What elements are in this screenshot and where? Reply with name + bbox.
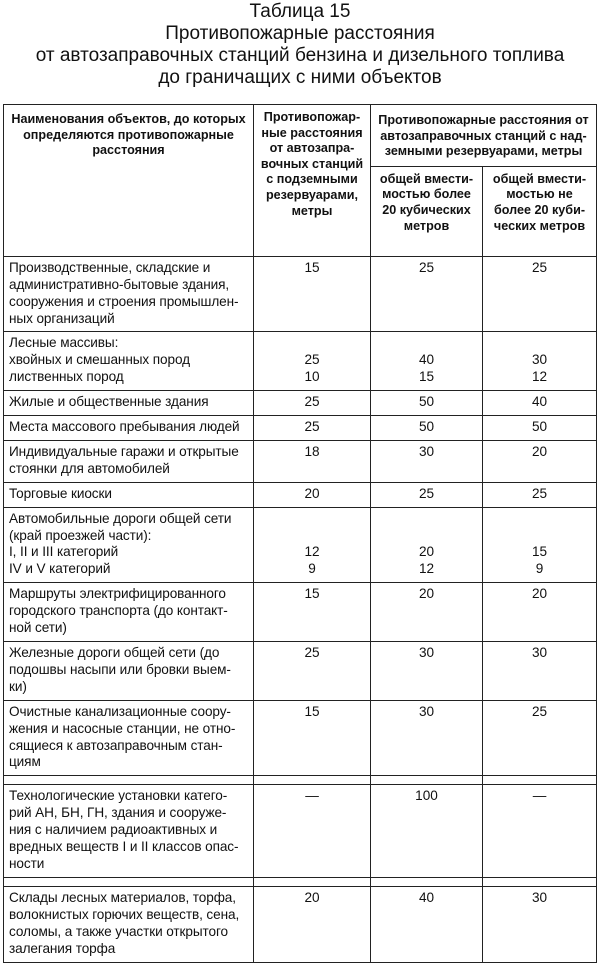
distance-cell-c1 [254, 416, 371, 441]
separator-cell [4, 776, 254, 785]
object-name-line: волокнистых горючих веществ, сена, [9, 906, 240, 922]
object-name-line: сооружения и строения промышлен- [9, 293, 239, 309]
object-name-line: Автомобильные дороги общей сети [9, 510, 232, 526]
distance-cell-c2 [371, 416, 483, 441]
header-aboveground: Противопожарные расстояния от автозаправочных станций с над- земными резервуарами, метры [371, 105, 597, 167]
distance-cell-c1 [254, 440, 371, 482]
object-name-line: Места массового пребывания людей [9, 419, 240, 435]
object-name-line: Маршруты электрифицированного [9, 586, 226, 602]
object-name-line: Очистные канализационные соору- [9, 703, 231, 719]
distance-value: 50 [418, 419, 435, 435]
object-name-line: залегания торфа [9, 940, 116, 956]
distance-value: 30 [531, 352, 548, 368]
object-name-line: стоянки для автомобилей [9, 460, 170, 476]
table-row [4, 507, 597, 583]
separator-cell [254, 877, 371, 886]
distance-value: 12 [531, 369, 548, 385]
distance-cell-c3 [483, 886, 597, 962]
object-name-line: Жилые и общественные здания [9, 394, 209, 410]
distance-value: 9 [535, 561, 544, 577]
object-name-cell [4, 482, 254, 507]
header-capacity-over-20: общей вмести- мостью более 20 кубических метров [371, 166, 483, 256]
object-name-cell [4, 886, 254, 962]
separator-cell [483, 877, 597, 886]
distance-cell-c3 [483, 583, 597, 642]
object-name-line: рий АН, БН, ГН, здания и сооруже- [9, 805, 227, 821]
object-name-line: ки) [9, 678, 27, 694]
object-name-cell [4, 440, 254, 482]
distance-cell-c2 [371, 785, 483, 878]
object-name-line: Железные дороги общей сети (до [9, 645, 220, 660]
separator-cell [371, 877, 483, 886]
table-title-line: от автозаправочных станций бензина и дизельного топлива [35, 45, 565, 66]
distance-value: 10 [304, 369, 320, 385]
distance-cell-c1 [254, 391, 371, 416]
object-name-cell [4, 416, 254, 441]
distance-cell-c1 [254, 700, 371, 776]
distance-value: 25 [304, 394, 320, 410]
table-row [4, 416, 597, 441]
distance-cell-c2 [371, 332, 483, 391]
separator-cell [483, 776, 597, 785]
object-name-line: подошвы насыпи или бровки выем- [9, 661, 231, 677]
table-caption [0, 0, 600, 89]
distance-value: 12 [418, 561, 435, 577]
table-row [4, 886, 597, 962]
distance-value: 18 [304, 443, 320, 459]
distance-cell-c1 [254, 886, 371, 962]
object-name-line: ной сети) [9, 620, 67, 636]
object-name-line: ных организаций [9, 310, 115, 326]
distance-value: — [305, 788, 319, 804]
header-capacity-upto-20: общей вмести- мостью не более 20 куби- ческих метров [483, 166, 597, 256]
row-separator [4, 877, 597, 886]
object-name-cell [4, 642, 254, 701]
distance-value: 25 [304, 645, 320, 660]
table-row [4, 785, 597, 878]
distance-value [485, 335, 594, 352]
object-name-cell [4, 700, 254, 776]
distance-cell-c1 [254, 507, 371, 583]
distance-value: 20 [418, 544, 435, 560]
distance-value [373, 335, 480, 352]
distance-value: 50 [418, 394, 435, 410]
distance-value: 20 [531, 443, 548, 459]
object-name-line: лиственных пород [9, 369, 124, 385]
object-name-line: городского транспорта (до контакт- [9, 603, 228, 619]
table-row [4, 391, 597, 416]
object-name-line: соломы, а также участки открытого [9, 923, 228, 939]
distance-value: 25 [531, 485, 548, 501]
separator-cell [4, 877, 254, 886]
distance-cell-c2 [371, 507, 483, 583]
distance-value: 100 [415, 788, 438, 804]
object-name-cell [4, 332, 254, 391]
distance-value: 40 [531, 394, 548, 410]
table-number: Таблица 15 [249, 1, 351, 22]
table-title-line: до граничащих с ними объектов [158, 67, 442, 88]
object-name-line: циям [9, 754, 41, 770]
distance-cell-c3 [483, 332, 597, 391]
distance-cell-c1 [254, 785, 371, 878]
distance-cell-c3 [483, 700, 597, 776]
table-row [4, 332, 597, 391]
header-underground: Противопожар- ные расстояния от автозапра- вочных станций с подземными резервуарами, метры [254, 105, 371, 257]
object-name-cell [4, 785, 254, 878]
distance-value: 12 [304, 544, 320, 560]
distance-value: 9 [308, 561, 316, 577]
distance-cell-c2 [371, 700, 483, 776]
object-name-cell [4, 507, 254, 583]
distance-value [485, 528, 594, 545]
distance-value: 20 [304, 485, 320, 501]
table-title-line: Противопожарные расстояния [165, 23, 435, 44]
distance-value: 25 [418, 485, 435, 501]
object-name-line: жения и насосные станции, не отно- [9, 720, 236, 736]
distance-value: 50 [531, 419, 548, 435]
object-name-line: IV и V категорий [9, 561, 111, 577]
distance-value: 15 [531, 544, 548, 560]
distance-cell-c3 [483, 507, 597, 583]
distance-cell-c2 [371, 256, 483, 332]
distance-value [256, 528, 368, 545]
distance-value [485, 511, 594, 528]
separator-cell [254, 776, 371, 785]
distance-value: 30 [418, 645, 435, 660]
distance-cell-c3 [483, 416, 597, 441]
object-name-line: I, II и III категорий [9, 544, 119, 560]
distance-value: 25 [531, 259, 548, 275]
table-body [4, 256, 597, 962]
distance-cell-c1 [254, 332, 371, 391]
object-name-line: хвойных и смешанных пород [9, 352, 190, 368]
object-name-line: административно-бытовые здания, [9, 276, 230, 292]
distance-cell-c1 [254, 482, 371, 507]
distance-cell-c1 [254, 256, 371, 332]
distance-value: 15 [304, 259, 320, 275]
distance-value: 25 [304, 419, 320, 435]
distance-value: 40 [418, 889, 435, 905]
distance-cell-c3 [483, 256, 597, 332]
row-separator [4, 776, 597, 785]
distance-cell-c3 [483, 785, 597, 878]
distance-cell-c2 [371, 583, 483, 642]
distance-value [256, 335, 368, 352]
distance-cell-c3 [483, 642, 597, 701]
object-name-line: Производственные, складские и [9, 259, 211, 275]
distance-cell-c2 [371, 642, 483, 701]
distance-value [256, 511, 368, 528]
distance-value: 20 [304, 889, 320, 905]
distances-table [3, 104, 597, 963]
distance-cell-c2 [371, 482, 483, 507]
table-row [4, 482, 597, 507]
distance-cell-c3 [483, 391, 597, 416]
object-name-cell [4, 391, 254, 416]
distance-value: 15 [304, 586, 320, 602]
header-object-name: Наименования объектов, до которых определяются противопожарные расстояния [4, 105, 254, 257]
distance-value: 40 [418, 352, 435, 368]
distance-value: 30 [531, 645, 548, 660]
table-row [4, 642, 597, 701]
distance-cell-c1 [254, 583, 371, 642]
distance-value: 30 [531, 889, 548, 905]
distance-value [373, 511, 480, 528]
distance-cell-c2 [371, 440, 483, 482]
object-name-line: вредных веществ I и II классов опас- [9, 839, 239, 855]
object-name-line: Склады лесных материалов, торфа, [9, 889, 236, 905]
distance-cell-c2 [371, 391, 483, 416]
distance-value: 30 [418, 703, 435, 719]
object-name-line: Индивидуальные гаражи и открытые [9, 443, 239, 459]
separator-cell [371, 776, 483, 785]
table-row [4, 256, 597, 332]
object-name-line: Торговые киоски [9, 485, 112, 501]
distance-cell-c1 [254, 642, 371, 701]
object-name-line: (край проезжей части): [9, 527, 152, 543]
distance-value: 30 [418, 443, 435, 459]
table-row [4, 700, 597, 776]
table-row [4, 583, 597, 642]
object-name-cell [4, 256, 254, 332]
distance-value: 20 [531, 586, 548, 602]
object-name-line: ности [9, 855, 45, 871]
distance-value: 25 [531, 703, 548, 719]
distance-cell-c3 [483, 482, 597, 507]
object-name-line: Технологические установки катего- [9, 788, 228, 804]
distance-value: 15 [304, 703, 320, 719]
distance-value: 20 [418, 586, 435, 602]
distance-value: 15 [418, 369, 435, 385]
object-name-cell [4, 583, 254, 642]
distance-value: 25 [304, 352, 320, 368]
distance-cell-c2 [371, 886, 483, 962]
distance-value [373, 528, 480, 545]
distance-value: 25 [418, 259, 435, 275]
object-name-line: сящиеся к автозаправочным стан- [9, 737, 223, 753]
distance-cell-c3 [483, 440, 597, 482]
object-name-line: Лесные массивы: [9, 335, 119, 351]
table-row [4, 440, 597, 482]
object-name-line: ния с наличием радиоактивных и [9, 822, 218, 838]
distance-value: — [532, 788, 547, 804]
